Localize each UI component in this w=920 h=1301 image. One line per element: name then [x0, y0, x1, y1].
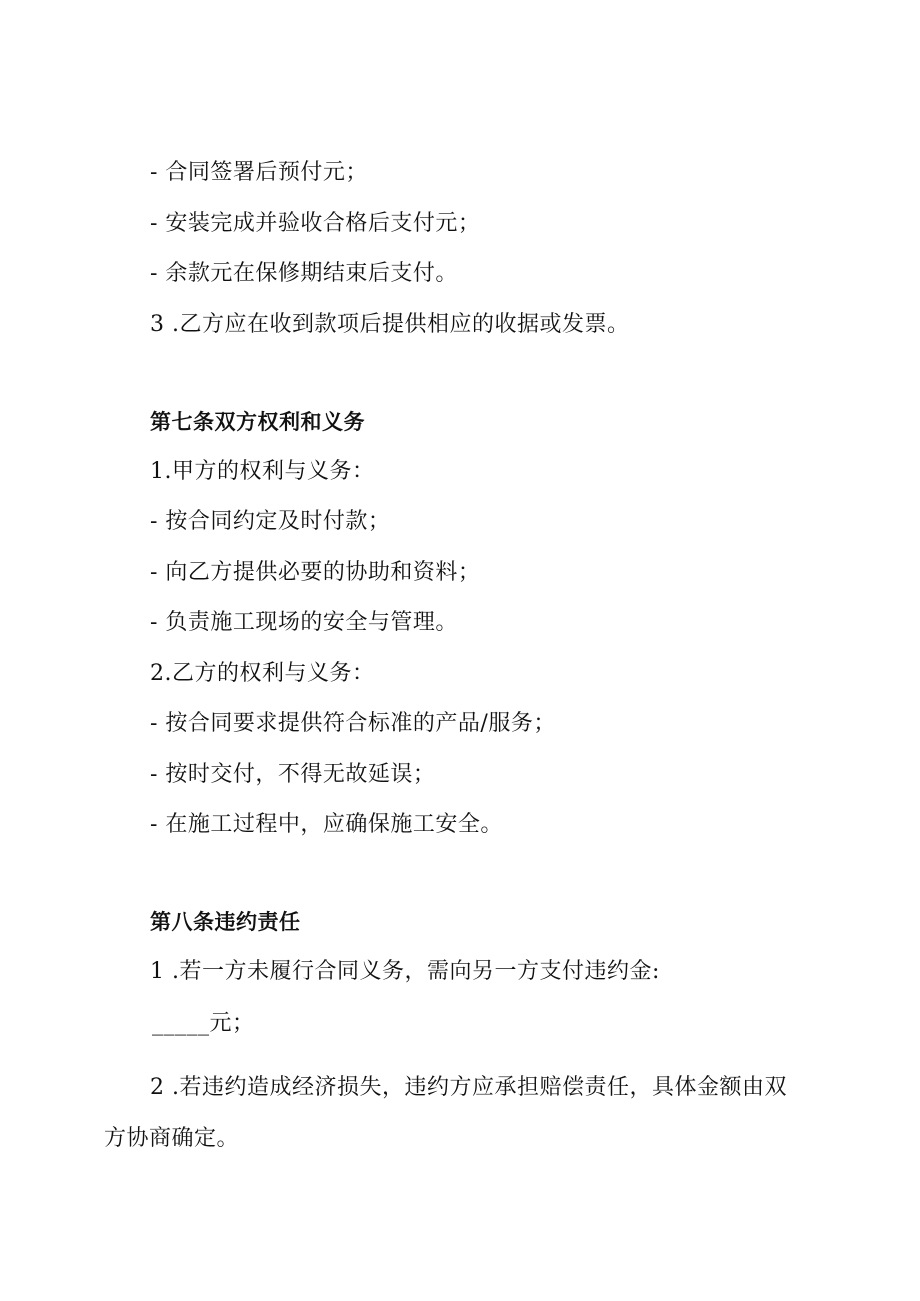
article-8-clause-2-line-1: 2 .若违约造成经济损失，违约方应承担赔偿责任，具体金额由双 [150, 1075, 787, 1100]
payment-item-2: - 安装完成并验收合格后支付元； [150, 211, 481, 236]
payment-item-1: - 合同签署后预付元； [150, 160, 368, 185]
payment-clause-3: 3 .乙方应在收到款项后提供相应的收据或发票。 [150, 312, 630, 337]
party-a-item-3: - 负责施工现场的安全与管理。 [150, 610, 458, 635]
party-b-item-2: - 按时交付，不得无故延误； [150, 762, 436, 787]
party-b-heading: 2.乙方的权利与义务： [150, 661, 375, 686]
party-a-heading: 1.甲方的权利与义务： [150, 459, 375, 484]
party-a-item-1: - 按合同约定及时付款； [150, 509, 391, 534]
article-8-clause-2-line-2: 方协商确定。 [104, 1126, 240, 1151]
article-8-clause-1-fill: _____元； [152, 1011, 255, 1036]
article-8-clause-1: 1 .若一方未履行合同义务，需向另一方支付违约金: [150, 959, 660, 984]
party-b-item-3: - 在施工过程中，应确保施工安全。 [150, 812, 503, 837]
article-7-title: 第七条双方权利和义务 [150, 410, 365, 434]
payment-item-3: - 余款元在保修期结束后支付。 [150, 261, 458, 286]
party-b-item-1: - 按合同要求提供符合标准的产品/服务； [150, 711, 556, 736]
article-8-title: 第八条违约责任 [150, 910, 301, 934]
party-a-item-2: - 向乙方提供必要的协助和资料； [150, 560, 481, 585]
